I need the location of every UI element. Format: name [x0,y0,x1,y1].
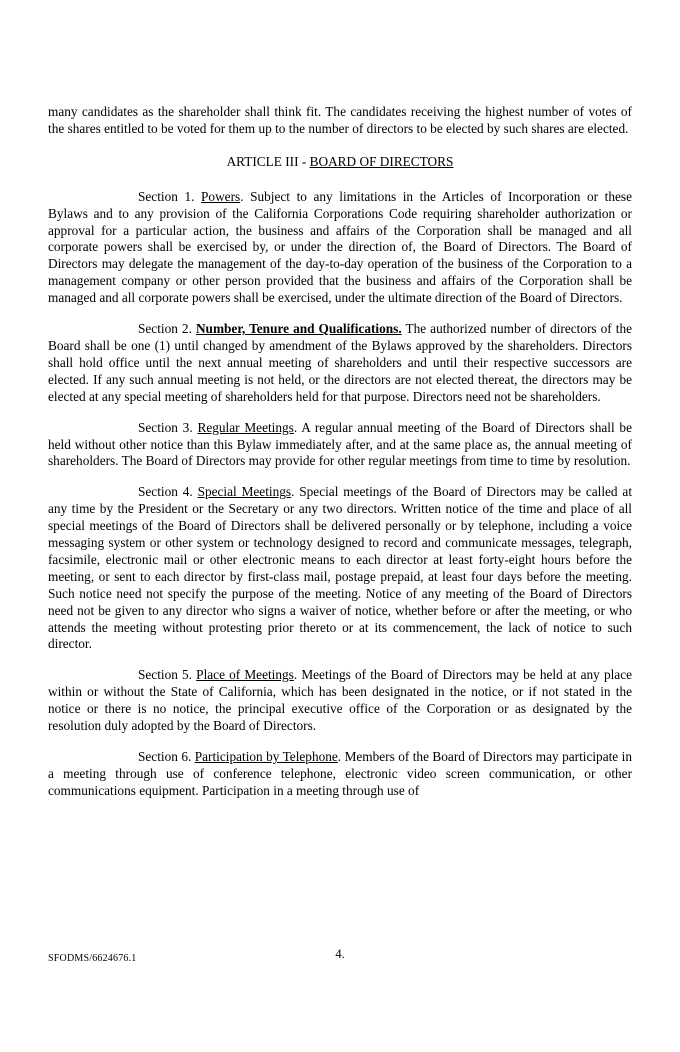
section-4-body: Special meetings of the Board of Directors may be called at any time by the President or the Secretary or any two directors. Written notice of the time and place of all special meetings of the Board of Directors shall be delivered personally or by telephone, including a voice messaging system or other system or technology designed to record and communicate messages, telegraph, facsimile, electronic mail or other electronic means to each director at least forty-eight hours before the meeting, or sent to each director by first-class mail, postage prepaid, at least four days before the meeting. Such notice need not specify the purpose of the meeting. Notice of any meeting of the Board of Directors need not be given to any director who signs a waiver of notice, whether before or after the meeting, or who attends the meeting without protesting prior thereto or at its commencement, the lack of notice to such director. [48,484,633,652]
section-3-title: Regular Meetings [197,419,294,435]
section-5-body: Meetings of the Board of Directors may be held at any place within or without the State of California, which has been designated in the notice, or if not stated in the notice or there is no notice, the principal executive office of the Corporation or as designated by the resolution duly adopted by the Board of Directors. [48,667,633,734]
section-4-label: Section 4. [138,484,193,500]
footer-doc-id: SFODMS/6624676.1 [48,953,137,964]
section-5-paragraph [48,667,632,735]
section-4-title: Special Meetings [197,484,292,500]
section-3-paragraph [48,420,632,471]
section-5-title: Place of Meetings [196,667,294,683]
section-2-body: The authorized number of directors of the Board shall be one (1) until changed by amendment of the Bylaws approved by the shareholders. Directors shall hold office until the next annual meeting of shareholders and until their respective successors are elected. If any such annual meeting is not held, or the directors are not elected thereat, the directors may be elected at any special meeting of shareholders held for that purpose. Directors need not be shareholders. [48,321,632,404]
section-5-label: Section 5. [138,667,193,683]
section-1-body: Subject to any limitations in the Articles of Incorporation or these Bylaws and to any provision of the California Corporations Code requiring shareholder authorization or approval for a particular action, the business and affairs of the Corporation shall be managed and all corporate powers shall be exercised by, or under the direction of, the Board of Directors. The Board of Directors may delegate the management of the day-to-day operation of the business of the Corporation to a management company or other person provided that the business and affairs of the Corporation shall be managed and all corporate powers shall be exercised, under the ultimate direction of the Board of Directors. [48,188,633,306]
section-6-body: Members of the Board of Directors may participate in a meeting through use of conference telephone, electronic video screen communication, or other communications equipment. Participation in a meeting through use of [48,749,632,798]
section-1-paragraph [48,189,632,307]
section-6-label: Section 6. [138,749,192,764]
intro-paragraph: many candidates as the shareholder shall think fit. The candidates receiving the highest number of votes of the shares entitled to be voted for them up to the number of directors to be elected by such shares are elected. [48,104,632,136]
section-5-title-period: . [293,667,298,683]
page-footer [48,946,632,966]
article-heading-plain: ARTICLE III - [226,153,310,169]
section-2-title: Number, Tenure and Qualifications. [195,321,402,337]
section-1-title-period: . [240,188,244,204]
section-3-label: Section 3. [138,419,193,435]
footer-page-number: 4. [335,947,345,961]
section-1-label: Section 1. [138,188,195,204]
section-2-label: Section 2. [138,321,192,337]
section-2-paragraph [48,321,632,406]
section-3-body: A regular annual meeting of the Board of Directors shall be held without other notice than this Bylaw immediately after, and at the same place as, the annual meeting of shareholders. The Board of Directors may provide for other regular meetings from time to time by resolution. [48,419,632,469]
article-heading-underlined: BOARD OF DIRECTORS [309,153,454,169]
section-6-title: Participation by Telephone [194,749,338,764]
section-6-title-period: . [337,749,342,764]
section-6-paragraph [48,749,632,800]
section-4-paragraph [48,484,632,653]
section-3-title-period: . [293,419,298,435]
article-heading [48,154,632,171]
section-1-title: Powers [201,188,241,204]
section-4-title-period: . [291,484,295,500]
